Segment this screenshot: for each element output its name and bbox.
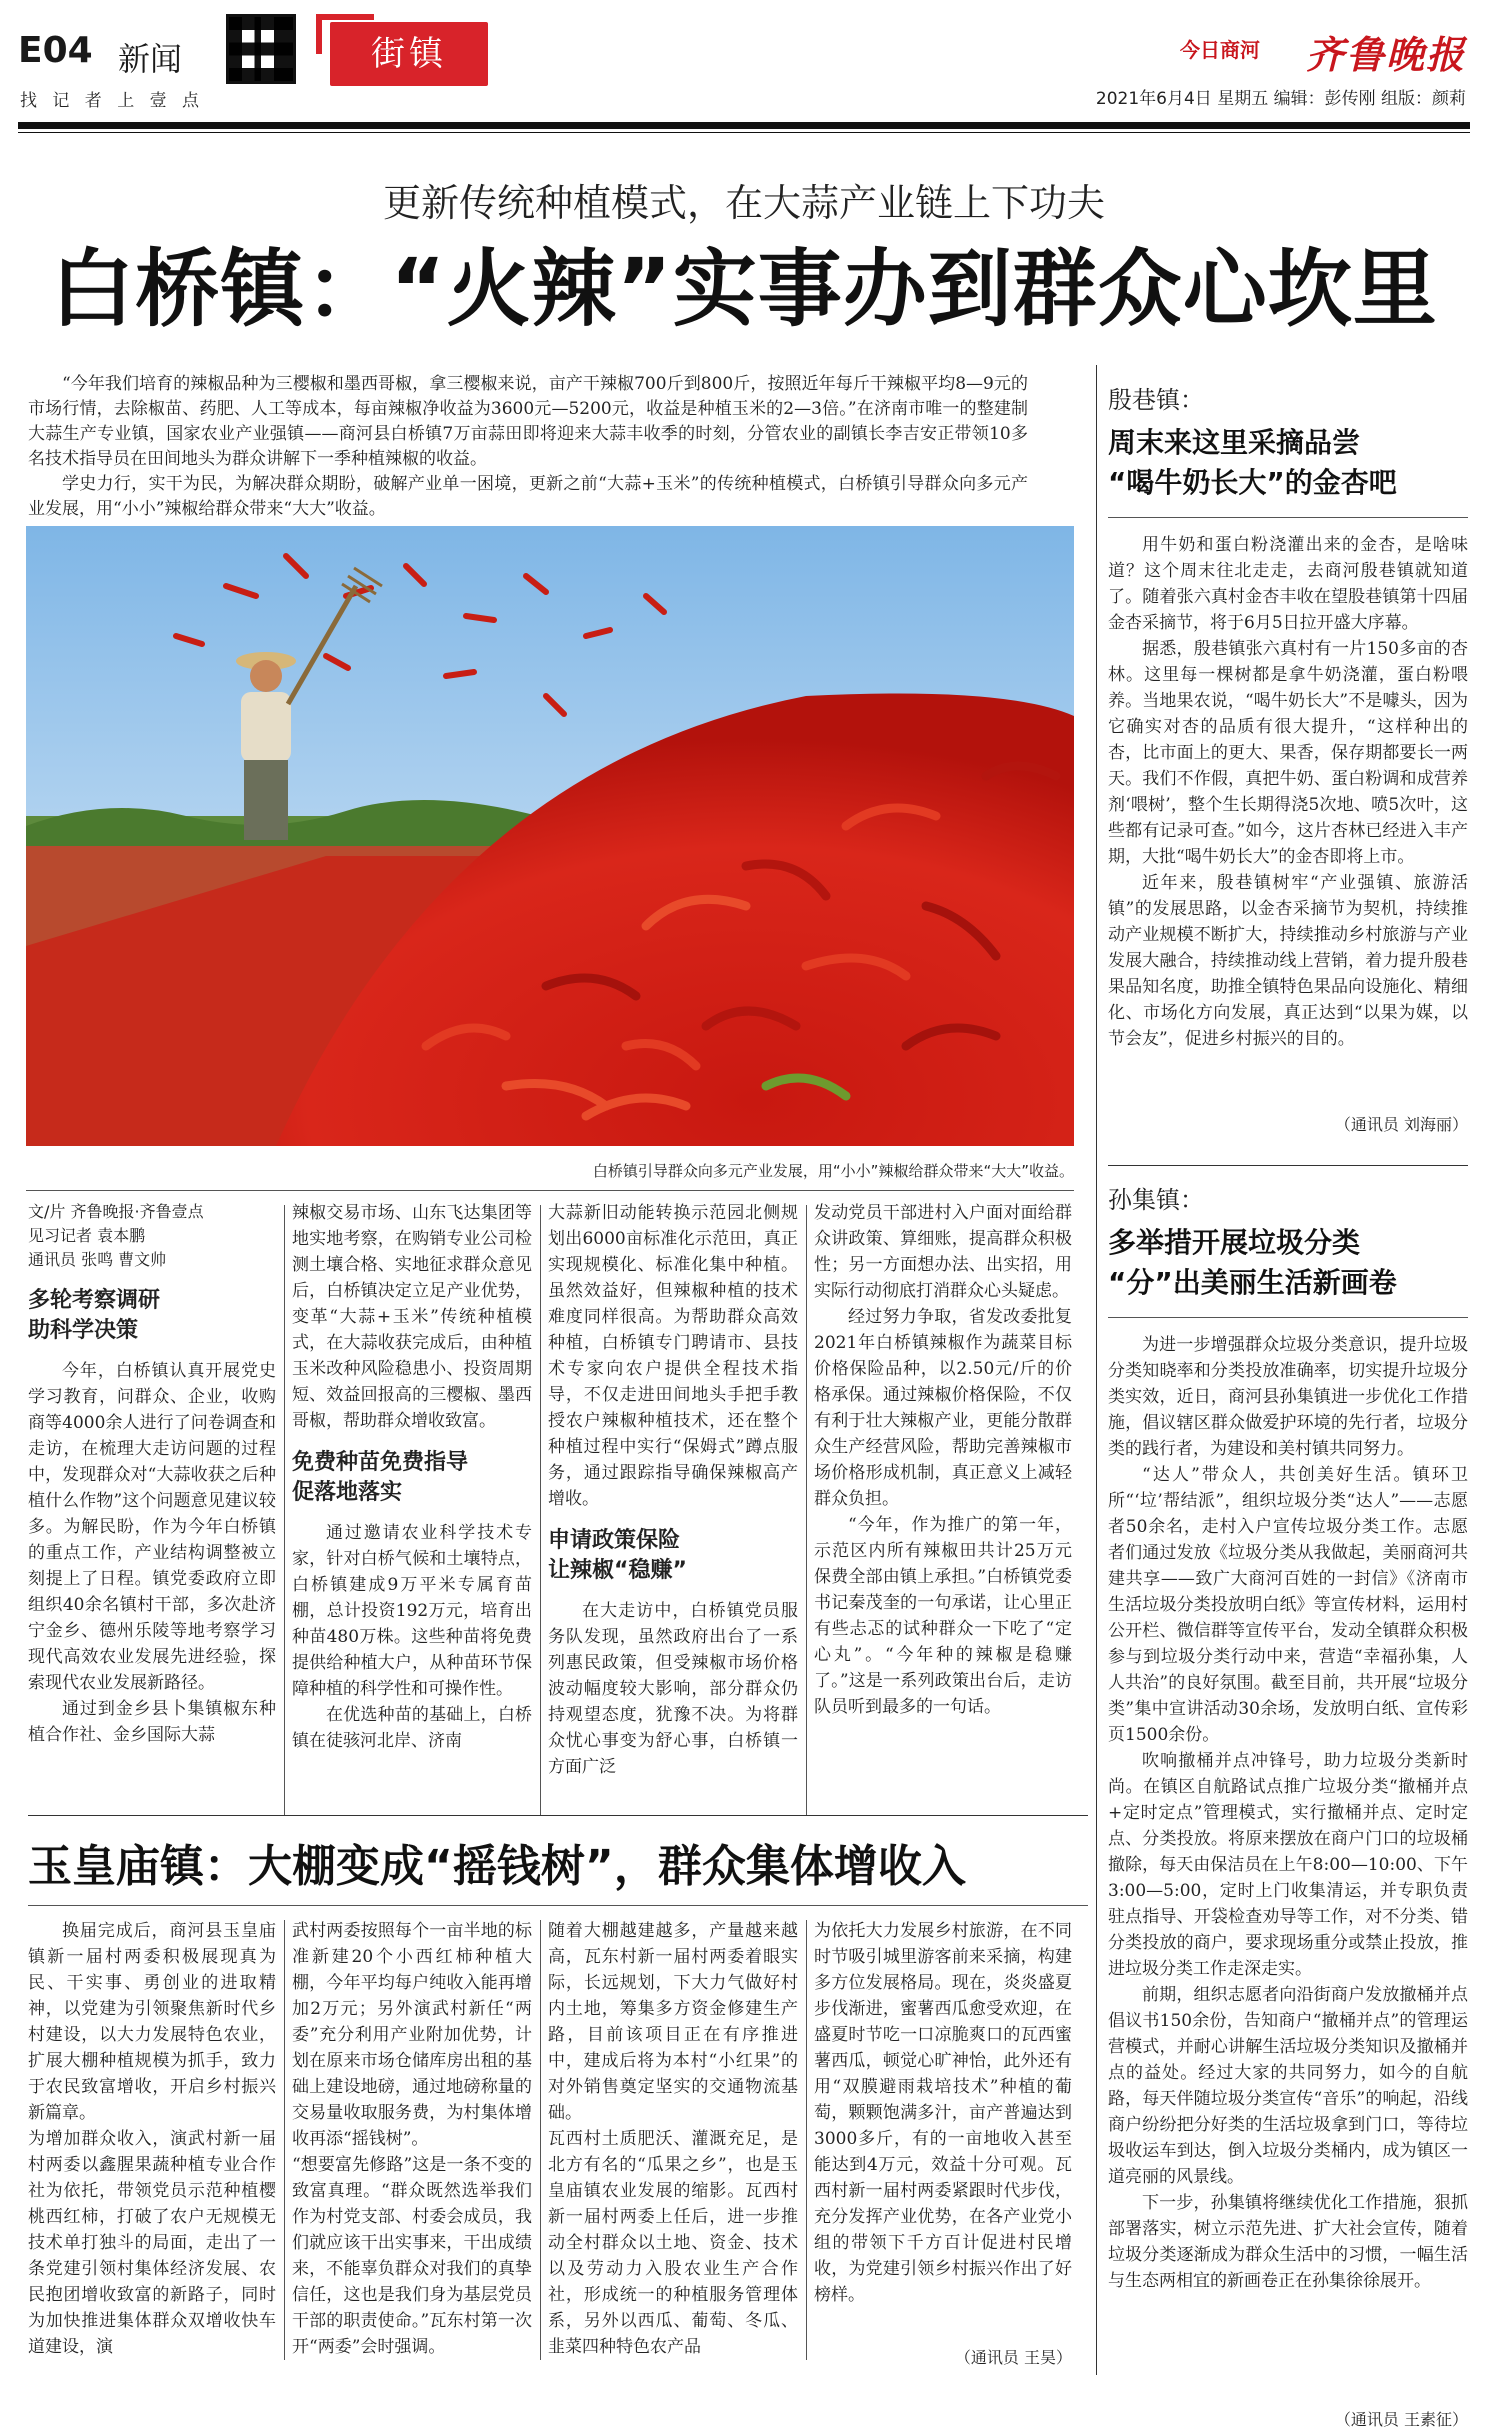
byline-line: 文/片 齐鲁晚报·齐鲁壹点 [28, 1202, 204, 1221]
divider [1108, 1317, 1468, 1318]
article-column-3 [548, 1200, 798, 1830]
paragraph: 据悉，殷巷镇张六真村有一片150多亩的杏林。这里每一棵树都是拿牛奶浇灌，蛋白粉喂养。当地果农说，“喝牛奶长大”不是噱头，因为它确实对杏的品质有很大提升，“这样种出的杏，比市面上的更大、果香，保存期都要长一两天。我们不作假，真把牛奶、蛋白粉调和成营养剂‘喂树’，整个生长期得浇5次地、喷5次叶，这些都有记录可查。”如今，这片杏林已经进入丰产期，大批“喝牛奶长大”的金杏即将上市。 [1108, 639, 1468, 867]
lead-paragraph: “今年我们培育的辣椒品种为三樱椒和墨西哥椒，拿三樱椒来说，亩产干辣椒700斤到800斤，按照近年每斤干辣椒平均8—9元的市场行情，去除椒苗、药肥、人工等成本，每亩辣椒净收益为3600元—5200元，收益是种植玉米的2—3倍。”在济南市唯一的整建制大蒜生产专业镇，国家农业产业强镇——商河县白桥镇7万亩蒜田即将迎来大蒜丰收季的时刻，分管农业的副镇长李吉安正带领10多名技术指导员在田间地头为群众讲解下一季种植辣椒的收益。 [28, 374, 1028, 469]
photo-caption: 白桥镇引导群众向多元产业发展，用“小小”辣椒给群众带来“大大”收益。 [592, 1162, 1074, 1180]
byline-line: 见习记者 袁本鹏 [28, 1226, 146, 1245]
sidebar-headline: 周末来这里采摘品尝 “喝牛奶长大”的金杏吧 [1108, 426, 1397, 499]
paragraph: 辣椒交易市场、山东飞达集团等地实地考察，在购销专业公司检测土壤合格、实地征求群众意见后，白桥镇决定立足产业优势，变革“大蒜+玉米”传统种植模式，在大蒜收获完成后，由种植玉米改种风险稳患小、投资周期短、效益回报高的三樱椒、墨西哥椒，帮助群众增收致富。 [292, 1203, 532, 1431]
column-divider [806, 1920, 807, 2360]
byline-line: 通讯员 张鸣 曹文帅 [28, 1250, 167, 1269]
section-subhead: 申请政策保险 让辣椒“稳赚” [548, 1528, 687, 1583]
bottom-column-3: 随着大棚越建越多，产量越来越高，瓦东村新一届村两委着眼实际，长远规划，下大力气做好村内土地，筹集多方资金修建生产路，目前该项目正在有序推进中，建成后将为本村“小红果”的对外销售奠定坚实的交通物流基础。 瓦西村土质肥沃、灌溉充足，是北方有名的“瓜果之乡”，也是玉皇庙镇农业发展的缩影。瓦西村新一届村两委上任后，进一步推动全村群众以土地、资金、技术以及劳动力入股农业生产合作社，形成统一的种植服务管理体系，另外以西瓜、葡萄、冬瓜、韭菜四种特色农产品 [548, 1921, 798, 2357]
article-column-4 [814, 1200, 1072, 1830]
divider [26, 1190, 1074, 1191]
chili-field-illustration [26, 526, 1074, 1146]
bottom-column-2: 武村两委按照每个一亩半地的标准新建20个小西红柿种植大棚，今年平均每户纯收入能再增加2万元；另外演武村新任“两委”充分利用产业附加优势，计划在原来市场仓储库房出租的基础上建设地磅，通过地磅称量的交易量收取服务费，为村集体增收再添“摇钱树”。 “想要富先修路”这是一条不变的致富真理。“群众既然选举我们作为村党支部、村委会成员，我们就应该干出实事来，干出成绩来，不能辜负群众对我们的真挚信任，这也是我们身为基层党员干部的职责使命。”瓦东村第一次开“两委”会时强调。 [292, 1921, 532, 2357]
paragraph: 前期，组织志愿者向沿街商户发放撤桶并点倡议书150余份，告知商户“撤桶并点”的管理运营模式，并耐心讲解生活垃圾分类知识及撤桶并点的益处。经过大家的共同努力，如今的自航路，每天伴随垃圾分类宣传“音乐”的响起，沿线商户纷纷把分好类的生活垃圾拿到门口，等待垃圾收运车到达，倒入垃圾分类桶内，成为镇区一道亮丽的风景线。 [1108, 1985, 1468, 2187]
article-headline: 白桥镇：“火辣”实事办到群众心坎里 [50, 240, 1438, 338]
paragraph: 近年来，殷巷镇树牢“产业强镇、旅游活镇”的发展思路，以金杏采摘节为契机，持续推动产业规模不断扩大，持续推动乡村旅游与产业发展大融合，持续推动线上营销，着力提升殷巷果品知名度，助推全镇特色果品向设施化、精细化、市场化方向发展，真正达到“以果为媒，以节会友”，促进乡村振兴的目的。 [1108, 873, 1468, 1049]
sidebar-divider [1096, 365, 1097, 2375]
article-column-2 [292, 1200, 532, 1830]
header-rule-thin [18, 132, 1470, 133]
issue-info: 2021年6月4日 星期五 编辑：彭传刚 组版：颜莉 [1095, 89, 1466, 109]
bottom-headline: 玉皇庙镇：大棚变成“摇钱树”，群众集体增收入 [28, 1841, 966, 1892]
sidebar-kicker: 孙集镇： [1108, 1186, 1204, 1214]
paragraph: 通过到金乡县卜集镇椒东种植合作社、金乡国际大蒜 [28, 1699, 276, 1745]
column-divider [284, 1205, 285, 1815]
article-photo [26, 526, 1074, 1146]
paragraph: 经过努力争取，省发改委批复2021年白桥镇辣椒作为蔬菜目标价格保险品种，以2.50元/斤的价格承保。通过辣椒价格保险，不仅有利于壮大辣椒产业，更能分散群众生产经营风险，帮助完善辣椒市场价格形成机制，真正意义上减轻群众负担。 [814, 1307, 1072, 1509]
sidebar-separator [1108, 1165, 1468, 1166]
divider [1108, 517, 1468, 518]
section-separator [28, 1815, 1088, 1816]
paragraph: 今年，白桥镇认真开展党史学习教育，问群众、企业，收购商等4000余人进行了问卷调查和走访，在梳理大走访问题的过程中，发现群众对“大蒜收获之后种植什么作物”这个问题意见建议较多。为解民盼，作为今年白桥镇的重点工作，产业结构调整被立刻提上了日程。镇党委政府立即组织40余名镇村干部，多次赴济宁金乡、德州乐陵等地考察学习现代高效农业发展先进经验，探索现代农业发展新路径。 [28, 1361, 276, 1693]
sidebar-body [1108, 1332, 1468, 2407]
paragraph: 下一步，孙集镇将继续优化工作措施，狠抓部署落实，树立示范先进、扩大社会宣传，随着垃圾分类逐渐成为群众生活中的习惯，一幅生活与生态两相宜的新画卷正在孙集徐徐展开。 [1108, 2193, 1468, 2291]
page-number: E04 [18, 30, 93, 71]
paragraph: 发动党员干部进村入户面对面给群众讲政策、算细账，提高群众积极性；另一方面想办法、出实招，用实际行动彻底打消群众心头疑虑。 [814, 1203, 1072, 1301]
column-divider [540, 1205, 541, 1815]
article-column-1 [28, 1200, 276, 1830]
paragraph: 在优选种苗的基础上，白桥镇在徒骇河北岸、济南 [292, 1705, 532, 1751]
paragraph: “今年，作为推广的第一年，示范区内所有辣椒田共计25万元保费全部由镇上承担。”白桥镇党委书记秦茂奎的一句承诺，让心里正有些忐忑的试种群众一下吃了“定心丸”。“今年种的辣椒是稳赚了。”这是一系列政策出台后，走访队员听到最多的一句话。 [814, 1515, 1072, 1717]
slogan: 找 记 者 上 壹 点 [20, 91, 205, 111]
paragraph: 大蒜新旧动能转换示范园北侧规划出6000亩标准化示范田，真正实现规模化、标准化集中种植。虽然效益好，但辣椒种植的技术难度同样很高。为帮助群众高效种植，白桥镇专门聘请市、县技术专家向农户提供全程技术指导，不仅走进田间地头手把手教授农户辣椒种植技术，还在整个种植过程中实行“保姆式”蹲点服务，通过跟踪指导确保辣椒高产增收。 [548, 1203, 798, 1509]
section-name: 新闻 [118, 40, 183, 78]
sidebar-article-1 [1108, 380, 1468, 1135]
section-tag-label: 街镇 [371, 34, 447, 74]
paragraph: 在大走访中，白桥镇党员服务队发现，虽然政府出台了一系列惠民政策，但受辣椒市场价格波动幅度较大影响，部分群众仍持观望态度，犹豫不决。为将群众忧心事变为舒心事，白桥镇一方面广泛 [548, 1601, 798, 1777]
paragraph: 通过邀请农业科学技术专家，针对白桥气候和土壤特点，白桥镇建成9万平米专属育苗棚，总计投资192万元，培育出种苗480万株。这些种苗将免费提供给种植大户，从种苗环节保障种植的科学性和可操作性。 [292, 1523, 532, 1699]
section-subhead: 多轮考察调研 助科学决策 [28, 1288, 161, 1343]
column-divider [806, 1205, 807, 1815]
section-subhead: 免费种苗免费指导 促落地落实 [292, 1450, 469, 1505]
bottom-credit: （通讯员 王昊） [954, 2348, 1072, 2367]
header-rule [18, 122, 1470, 129]
bottom-column-4: 为依托大力发展乡村旅游，在不同时节吸引城里游客前来采摘，构建多方位发展格局。现在，炎炎盛夏步伐渐进，蜜薯西瓜愈受欢迎，在盛夏时节吃一口凉脆爽口的瓦西蜜薯西瓜，顿觉心旷神怡，此外还有用“双膜避雨栽培技术”种植的葡萄，颗颗饱满多汁，亩产普遍达到3000多斤，有的一亩地收入甚至能达到4万元，效益十分可观。瓦西村新一届村两委紧跟时代步伐，充分发挥产业优势，在各产业党小组的带领下千方百计促进村民增收，为党建引领乡村振兴作出了好榜样。 [814, 1921, 1072, 2305]
bottom-column-1: 换届完成后，商河县玉皇庙镇新一届村两委积极展现真为民、干实事、勇创业的进取精神，以党建为引领聚焦新时代乡村建设，以大力发展特色农业，扩展大棚种植规模为抓手，致力于农民致富增收，开启乡村振兴新篇章。 为增加群众收入，演武村新一届村两委以鑫腥果蔬种植专业合作社为依托，带领党员示范种植樱桃西红柿，打破了农户无规模无技术单打独斗的局面，走出了一条党建引领村集体经济发展、农民抱团增收致富的新路子，同时为加快推进集体群众双增收快车道建设，演 [28, 1921, 276, 2357]
qr-code-icon[interactable] [226, 14, 296, 84]
sidebar-kicker: 殷巷镇： [1108, 386, 1204, 414]
brand-logo: 齐鲁晚报 [1305, 32, 1466, 77]
paragraph: 为进一步增强群众垃圾分类意识，提升垃圾分类知晓率和分类投放准确率，切实提升垃圾分类实效，近日，商河县孙集镇进一步优化工作措施，倡议辖区群众做爱护环境的先行者，垃圾分类的践行者，为建设和美村镇共同努力。 [1108, 1335, 1468, 1459]
section-tag [330, 22, 488, 86]
article-subtitle: 更新传统种植模式，在大蒜产业链上下功夫 [382, 181, 1105, 225]
paragraph: “达人”带众人，共创美好生活。镇环卫所“‘垃’帮结派”，组织垃圾分类“达人”——志愿者50余名，走村入户宣传垃圾分类工作。志愿者们通过发放《垃圾分类从我做起，美丽商河共建共享——致广大商河百姓的一封信》《济南市生活垃圾分类投放明白纸》等宣传材料，运用村公开栏、微信群等宣传平台，发动全镇群众积极参与到垃圾分类行动中来，营造“幸福孙集，人人共治”的良好氛围。截至目前，共开展“垃圾分类”集中宣讲活动30余场，发放明白纸、宣传彩页1500余份。 [1108, 1465, 1468, 1745]
sidebar-headline: 多举措开展垃圾分类 “分”出美丽生活新画卷 [1108, 1226, 1397, 1299]
paragraph: 吹响撤桶并点冲锋号，助力垃圾分类新时尚。在镇区自航路试点推广垃圾分类“撤桶并点+定时定点”管理模式，实行撤桶并点、定时定点、分类投放。将原来摆放在商户门口的垃圾桶撤除，每天由保洁员在上午8:00—10:00、下午3:00—5:00，定时上门收集清运，并专职负责驻点指导、开袋检查劝导等工作，对不分类、错分类投放的商户，要求现场重分或禁止投放，推进垃圾分类工作走深走实。 [1108, 1751, 1468, 1979]
sidebar-credit: （通讯员 刘海丽） [1334, 1115, 1468, 1134]
column-divider [540, 1920, 541, 2360]
article-lead [28, 372, 1028, 522]
divider [28, 1905, 1088, 1906]
paragraph: 用牛奶和蛋白粉浇灌出来的金杏，是啥味道？这个周末往北走走，去商河殷巷镇就知道了。随着张六真村金杏丰收在望股巷镇第十四届金杏采摘节，将于6月5日拉开盛大序幕。 [1108, 535, 1468, 633]
lead-paragraph: 学史力行，实干为民，为解决群众期盼，破解产业单一困境，更新之前“大蒜+玉米”的传统种植模式，白桥镇引导群众向多元产业发展，用“小小”辣椒给群众带来“大大”收益。 [28, 474, 1028, 519]
sidebar-body [1108, 532, 1468, 1112]
brand-edition: 今日商河 [1180, 38, 1260, 62]
sidebar-article-2 [1108, 1180, 1468, 2430]
column-divider [284, 1920, 285, 2360]
sidebar-credit: （通讯员 王素征） [1334, 2410, 1468, 2429]
